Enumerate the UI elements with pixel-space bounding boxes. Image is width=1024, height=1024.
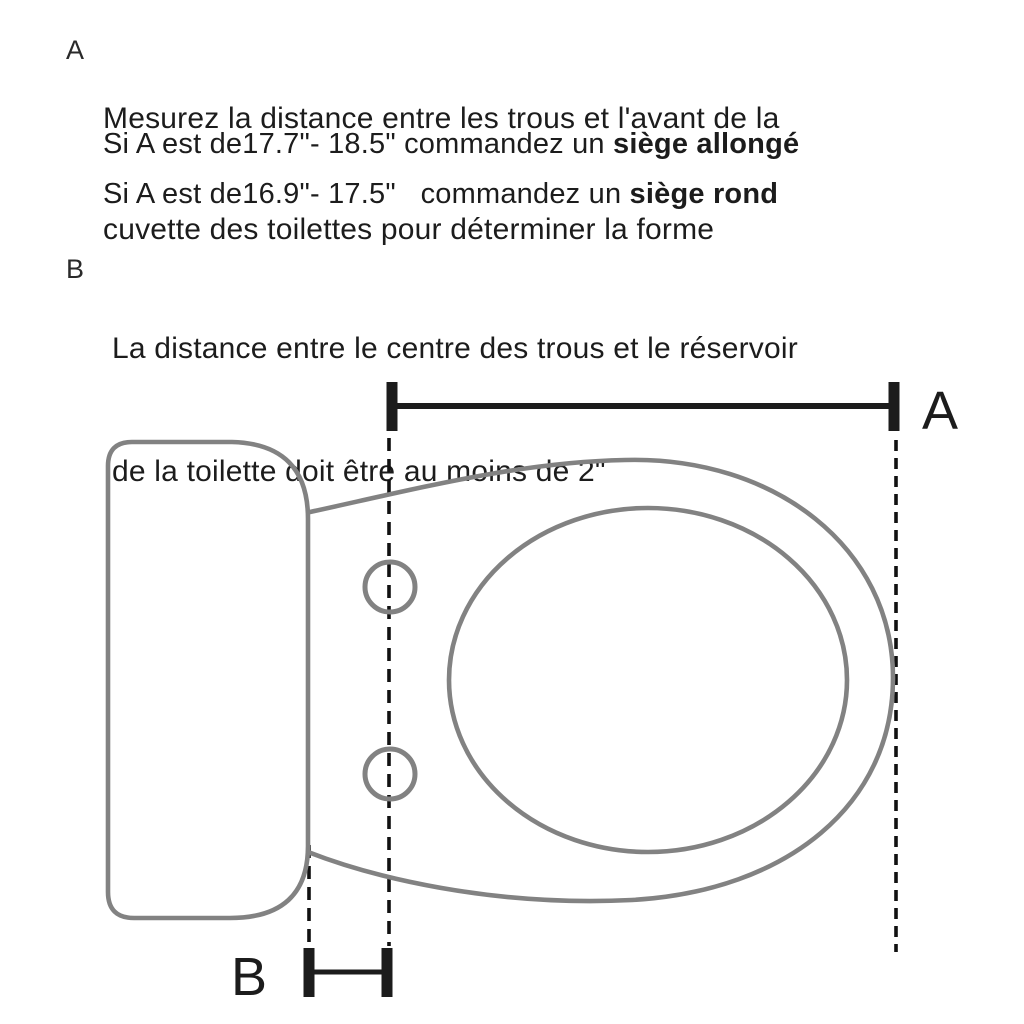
dimension-a-label: A xyxy=(922,381,959,441)
dimension-b xyxy=(309,948,387,997)
toilet-seat-outline xyxy=(308,460,893,901)
item-b-line1: La distance entre le centre des trous et le réservoir xyxy=(112,332,798,365)
bowl-opening xyxy=(449,508,847,852)
toilet-tank-outline xyxy=(108,442,308,918)
size-rule-elongated-prefix: Si A est de17.7"- 18.5" commandez un xyxy=(103,128,614,160)
size-rule-round-bold: siège rond xyxy=(629,178,779,210)
item-a-line1: Mesurez la distance entre les trous et l'avant de la xyxy=(103,102,780,135)
item-a-line2: cuvette des toilettes pour déterminer la forme xyxy=(103,213,715,246)
item-a-marker: A xyxy=(66,35,85,65)
item-b-marker: B xyxy=(66,254,85,284)
dimension-b-label: B xyxy=(231,947,268,1007)
size-rule-round-prefix: Si A est de16.9"- 17.5" commandez un xyxy=(103,178,630,210)
size-rule-elongated-bold: siège allongé xyxy=(613,128,800,160)
item-b-line2: de la toilette doit être au moins de 2" xyxy=(112,455,606,488)
dimension-a xyxy=(392,382,894,431)
